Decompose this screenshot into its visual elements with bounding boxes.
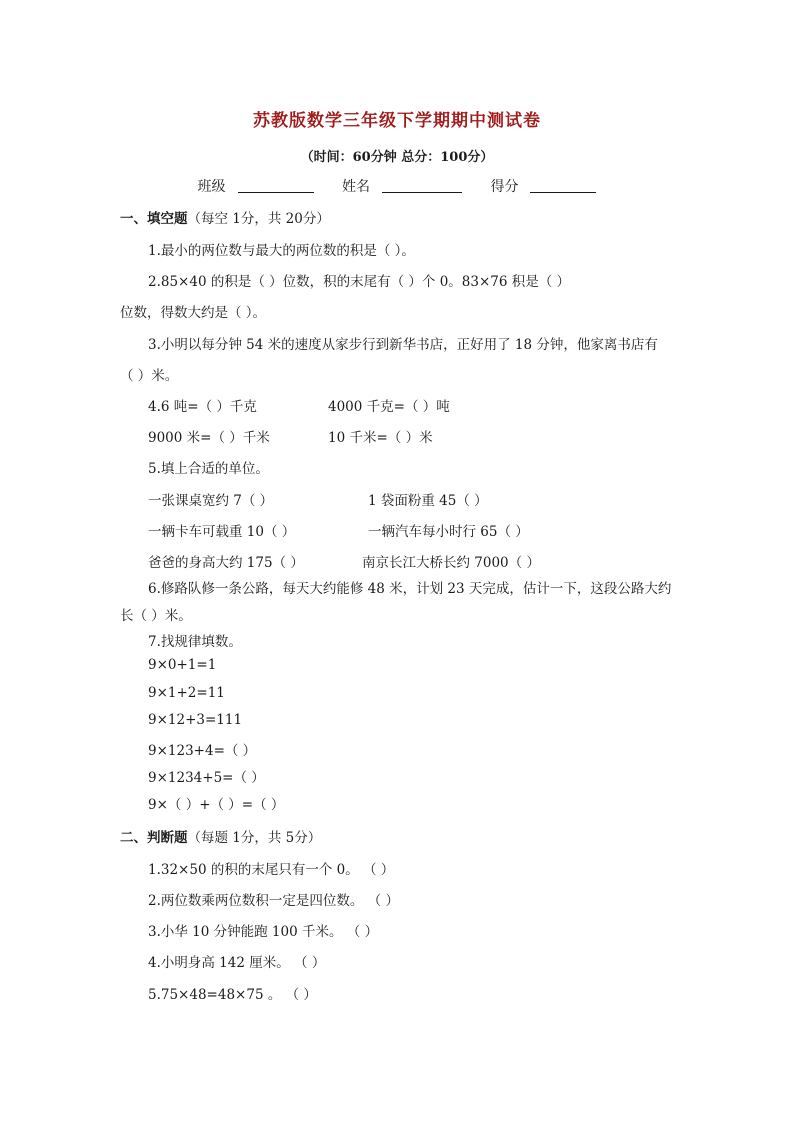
question-5-a1: 一张课桌宽约 7（ ） [148, 493, 274, 509]
exam-subtitle: （时间：60分钟 总分：100分） [300, 150, 494, 165]
score-blank [530, 178, 596, 193]
pattern-line-3: 9×12+3=111 [148, 712, 243, 728]
pattern-line-5: 9×1234+5=（ ） [148, 770, 265, 786]
name-blank [382, 178, 462, 193]
question-4-b2: 10 千米=（ ）米 [328, 430, 433, 446]
judge-1: 1.32×50 的积的末尾只有一个 0。 （ ） [148, 862, 395, 878]
question-2-line2: 位数，得数大约是（ ）。 [120, 305, 267, 321]
pattern-line-2: 9×1+2=11 [148, 685, 225, 701]
question-5-a2: 1 袋面粉重 45（ ） [368, 493, 488, 509]
judge-2: 2.两位数乘两位数积一定是四位数。 （ ） [148, 893, 399, 909]
question-6-line2: 长（ ）米。 [120, 608, 192, 624]
question-2-line1: 2.85×40 的积是（ ）位数，积的末尾有（ ）个 0。83×76 积是（ ） [148, 274, 571, 290]
class-field [192, 176, 320, 196]
question-5-b2: 一辆汽车每小时行 65（ ） [368, 524, 529, 540]
section2-title: 二、判断题 [120, 830, 188, 846]
class-blank [238, 178, 314, 193]
question-5-c2: 南京长江大桥长约 7000（ ） [362, 555, 540, 571]
question-5: 5.填上合适的单位。 [148, 461, 269, 477]
name-field [336, 176, 468, 196]
question-4-a2: 4000 千克=（ ）吨 [328, 399, 450, 415]
question-3-line2: （ ）米。 [120, 368, 179, 384]
section2-note: （每题 1分，共 5分） [187, 830, 322, 846]
question-4-a1: 4.6 吨=（ ）千克 [148, 399, 257, 415]
pattern-line-6: 9×（ ）+（ ）=（ ） [148, 797, 285, 813]
question-6-line1: 6.修路队修一条公路，每天大约能修 48 米，计划 23 天完成，估计一下，这段公路大约 [148, 581, 672, 597]
pattern-line-1: 9×0+1=1 [148, 657, 217, 673]
section1-heading [120, 207, 330, 227]
score-field [484, 176, 602, 196]
question-4-b1: 9000 米=（ ）千米 [148, 430, 270, 446]
section2-heading [120, 826, 321, 846]
pattern-line-4: 9×123+4=（ ） [148, 743, 257, 759]
question-5-b1: 一辆卡车可载重 10（ ） [148, 524, 296, 540]
score-label: 得分 [490, 179, 519, 195]
judge-4: 4.小明身高 142 厘米。 （ ） [148, 955, 326, 971]
question-7: 7.找规律填数。 [148, 634, 242, 650]
judge-3: 3.小华 10 分钟能跑 100 千米。 （ ） [148, 924, 379, 940]
exam-title: 苏教版数学三年级下学期期中测试卷 [253, 111, 541, 131]
student-info-row [0, 176, 794, 196]
judge-5: 5.75×48=48×75 。 （ ） [148, 987, 317, 1003]
class-label: 班级 [197, 179, 226, 195]
question-1: 1.最小的两位数与最大的两位数的积是（ ）。 [148, 243, 415, 259]
section1-note: （每空 1分，共 20分） [187, 211, 330, 227]
name-label: 姓名 [342, 179, 370, 195]
question-5-c1: 爸爸的身高大约 175（ ） [148, 555, 304, 571]
section1-title: 一、填空题 [120, 211, 188, 227]
question-3-line1: 3.小明以每分钟 54 米的速度从家步行到新华书店，正好用了 18 分钟，他家离书店有 [148, 337, 658, 353]
